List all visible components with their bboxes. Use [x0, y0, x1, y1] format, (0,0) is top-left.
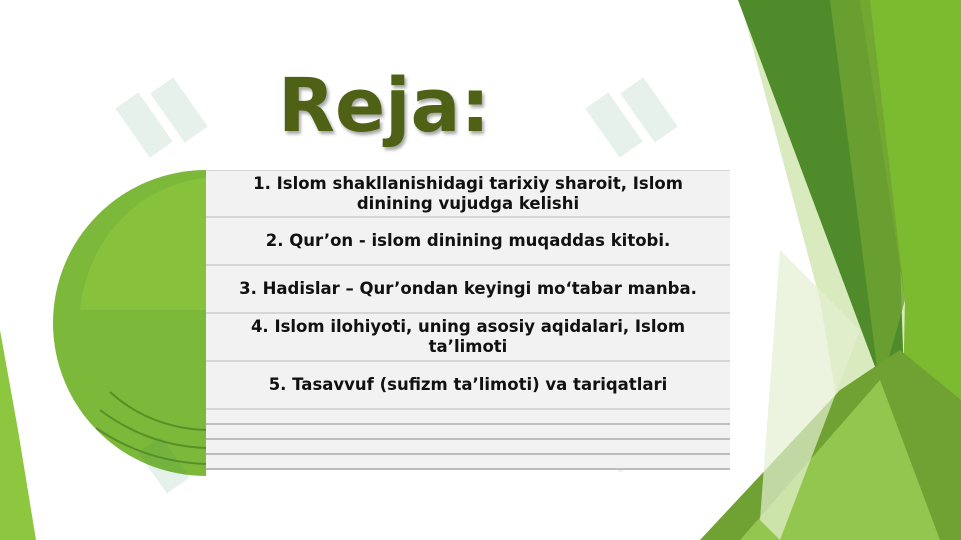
half-disc	[53, 170, 206, 476]
plan-list	[206, 170, 730, 470]
plan-item-5: 5. Tasavvuf (sufizm ta’limoti) va tariqatlari	[206, 362, 730, 410]
left-green-strip	[0, 330, 36, 540]
plan-empty-row	[206, 455, 730, 470]
plan-item-1: 1. Islom shakllanishidagi tarixiy sharoit, Islom dinining vujudga kelishi	[206, 170, 730, 218]
plan-item-3: 3. Hadislar – Qur’ondan keyingi mo‘tabar manba.	[206, 266, 730, 314]
plan-item-2: 2. Qur’on - islom dinining muqaddas kitobi.	[206, 218, 730, 266]
plan-empty-row	[206, 425, 730, 440]
plan-empty-row	[206, 440, 730, 455]
plan-empty-row	[206, 410, 730, 425]
plan-item-4: 4. Islom ilohiyoti, uning asosiy aqidalari, Islom ta’limoti	[206, 314, 730, 362]
slide-title: Reja:	[278, 63, 491, 149]
